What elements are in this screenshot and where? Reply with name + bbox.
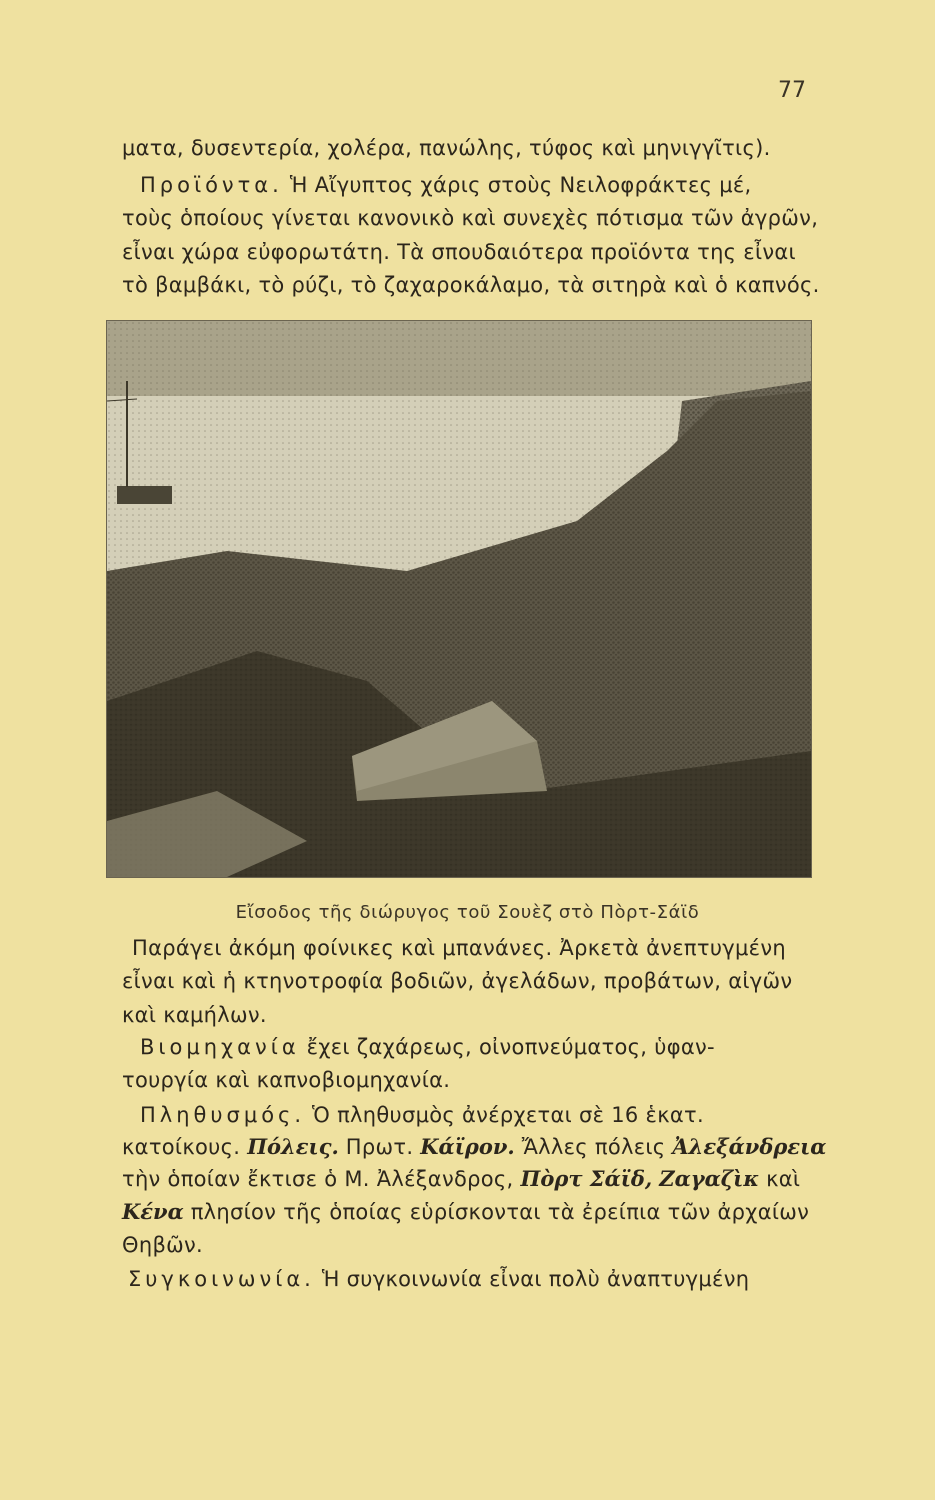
population-line-5: Θηβῶν. [122, 1233, 204, 1257]
products-line-1 [140, 170, 852, 200]
photo-caption: Εἴσοδος τῆς διώρυγος τοῦ Σουὲζ στὸ Πὸρτ-Σάϊδ [235, 902, 700, 923]
industry-line-1 [140, 1032, 852, 1062]
other-cities-label: Ἄλλες πόλεις [521, 1135, 666, 1159]
communication-heading: Συγκοινωνία. [128, 1267, 315, 1291]
conjunction: καὶ [766, 1167, 801, 1191]
city-alexandria: Ἀλεξάνδρεια [672, 1134, 827, 1159]
products-heading: Προϊόντα. [140, 173, 283, 197]
population-ruins: πλησίον τῆς ὁποίας εὑρίσκονται τὰ ἐρείπια τῶν ἀρχαίων [190, 1200, 810, 1224]
page-number: 77 [778, 78, 806, 103]
capital-label: Πρωτ. [345, 1135, 414, 1159]
communication-text: Ἡ συγκοινωνία εἶναι πολὺ ἀναπτυγμένη [321, 1267, 750, 1291]
paragraph2-line-1: Παράγει ἀκόμη φοίνικες καὶ μπανάνες. Ἀρκετὰ ἀνεπτυγμένη [132, 936, 786, 960]
products-line-2: τοὺς ὁποίους γίνεται κανονικὸ καὶ συνεχὲς πότισμα τῶν ἀγρῶν, [122, 206, 819, 230]
population-line-4 [122, 1197, 834, 1227]
population-text: Ὁ πληθυσμὸς ἀνέρχεται σὲ 16 ἑκατ. [312, 1103, 704, 1127]
paragraph2-line-2: εἶναι καὶ ἡ κτηνοτροφία βοδιῶν, ἀγελάδων, προβάτων, αἰγῶν [122, 969, 793, 993]
industry-heading: Βιομηχανία [140, 1035, 300, 1059]
communication-line-1 [128, 1264, 840, 1294]
cities-label: Πόλεις. [247, 1134, 339, 1159]
products-line-4: τὸ βαμβάκι, τὸ ρύζι, τὸ ζαχαροκάλαμο, τὰ σιτηρὰ καὶ ὁ καπνός. [122, 273, 820, 297]
city-port-said: Πὸρτ Σάϊδ, [520, 1166, 653, 1191]
city-kena: Κένα [122, 1199, 184, 1224]
intro-line: ματα, δυσεντερία, χολέρα, πανώλης, τύφος καὶ μηνιγγῖτις). [122, 136, 771, 160]
population-heading: Πληθυσμός. [140, 1103, 306, 1127]
products-line-3: εἶναι χώρα εὐφορωτάτη. Τὰ σπουδαιότερα προϊόντα της εἶναι [122, 240, 796, 264]
city-zagazig: Ζαγαζὶκ [659, 1166, 760, 1191]
industry-line-2: τουργία καὶ καπνοβιομηχανία. [122, 1068, 451, 1092]
population-founder: τὴν ὁποίαν ἔκτισε ὁ Μ. Ἀλέξανδρος, [122, 1167, 514, 1191]
population-line-3 [122, 1164, 834, 1194]
population-residents: κατοίκους. [122, 1135, 241, 1159]
products-text: Ἡ Αἴγυπτος χάρις στοὺς Νειλοφράκτες μέ, [289, 173, 752, 197]
city-cairo: Κάϊρον. [420, 1134, 515, 1159]
population-line-2 [122, 1132, 834, 1162]
paragraph2-line-3: καὶ καμήλων. [122, 1003, 267, 1027]
population-line-1 [140, 1100, 852, 1130]
suez-canal-image [107, 321, 811, 877]
industry-text: ἔχει ζαχάρεως, οἰνοπνεύματος, ὑφαν- [306, 1035, 715, 1059]
suez-canal-photo [106, 320, 812, 878]
